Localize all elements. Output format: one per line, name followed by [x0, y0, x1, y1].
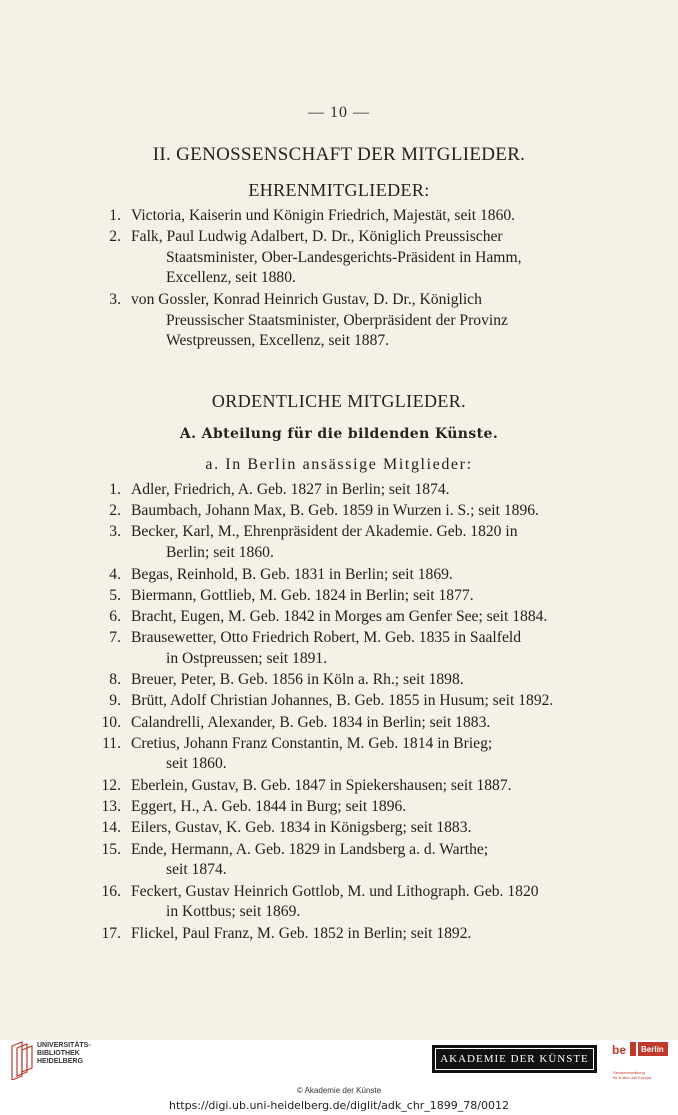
entry-number: 2.: [109, 502, 121, 520]
footer: [0, 1040, 678, 1115]
division-heading: A. Abteilung für die bildenden Künste.: [179, 426, 499, 442]
entry-text: [131, 670, 579, 691]
entry-text: [131, 797, 579, 818]
entry-line: Preussischer Staatsminister, Oberpräsident der Provinz: [166, 311, 508, 329]
entry-number: 17.: [101, 924, 121, 942]
entry-number: 10.: [101, 713, 121, 731]
entry-line: Brütt, Adolf Christian Johannes, B. Geb. 1855 in Husum; seit 1892.: [131, 692, 554, 710]
entry-line: Eilers, Gustav, K. Geb. 1834 in Königsberg; seit 1883.: [131, 819, 472, 837]
svg-text:Berlin: Berlin: [641, 1045, 664, 1054]
entry-number: 5.: [109, 586, 121, 604]
entry-line: von Gossler, Konrad Heinrich Gustav, D. Dr., Königlich: [131, 291, 482, 308]
entry-number: 6.: [109, 607, 121, 625]
university-library-name: UNIVERSITÄTS- BIBLIOTHEK HEIDELBERG: [37, 1042, 91, 1065]
entry-line: Feckert, Gustav Heinrich Gottlob, M. und Lithograph. Geb. 1820: [131, 882, 539, 900]
entry-number: 4.: [109, 565, 121, 583]
entry-line: Flickel, Paul Franz, M. Geb. 1852 in Berlin; seit 1892.: [131, 924, 472, 942]
entry-line: Becker, Karl, M., Ehrenpräsident der Akademie. Geb. 1820 in: [131, 523, 518, 541]
entry-text: [131, 776, 579, 797]
entry-number: 1.: [109, 207, 121, 224]
copyright-text: © Akademie der Künste: [296, 1086, 382, 1095]
entry-line: in Kottbus; seit 1869.: [166, 903, 301, 921]
entry-line: Falk, Paul Ludwig Adalbert, D. Dr., Königlich Preussischer: [131, 228, 503, 245]
entry-line: Ende, Hermann, A. Geb. 1829 in Landsberg a. d. Warthe;: [131, 840, 489, 858]
entry-line: Brausewetter, Otto Friedrich Robert, M. Geb. 1835 in Saalfeld: [131, 629, 521, 647]
entry-text: [131, 734, 579, 775]
entry-number: 9.: [109, 692, 121, 710]
entry-text: [131, 480, 579, 501]
subgroup-heading: a. In Berlin ansässige Mitglieder:: [205, 456, 473, 473]
entry-number: 11.: [102, 734, 121, 752]
entry-line: Calandrelli, Alexander, B. Geb. 1834 in Berlin; seit 1883.: [131, 713, 491, 731]
entry-number: 2.: [109, 228, 121, 245]
entry-number: 3.: [109, 523, 121, 541]
entry-number: 16.: [101, 882, 121, 900]
entry-line: Berlin; seit 1860.: [166, 543, 274, 561]
akademie-logo: [432, 1045, 597, 1073]
entry-line: Biermann, Gottlieb, M. Geb. 1824 in Berlin; seit 1877.: [131, 586, 474, 604]
entry-number: 13.: [101, 798, 121, 816]
entry-text: [131, 840, 579, 881]
section-title: II. GENOSSENSCHAFT DER MITGLIEDER.: [152, 144, 526, 165]
entry-line: in Ostpreussen; seit 1891.: [166, 649, 328, 667]
entry-line: Baumbach, Johann Max, B. Geb. 1859 in Wurzen i. S.; seit 1896.: [131, 502, 539, 520]
entry-text: [131, 924, 579, 945]
page-number: — 10 —: [308, 104, 370, 121]
entry-text: [131, 565, 579, 586]
svg-text:be: be: [612, 1043, 627, 1057]
entry-line: Eggert, H., A. Geb. 1844 in Burg; seit 1896.: [131, 798, 407, 816]
ordinary-heading: ORDENTLICHE MITGLIEDER.: [211, 391, 467, 411]
honorary-heading: EHRENMITGLIEDER:: [248, 180, 430, 200]
akademie-label: AKADEMIE DER KÜNSTE: [435, 1048, 594, 1070]
entry-line: Victoria, Kaiserin und Königin Friedrich, Majestät, seit 1860.: [131, 207, 516, 224]
entry-text: [131, 206, 579, 227]
entry-text: [131, 227, 579, 289]
entry-line: Westpreussen, Excellenz, seit 1887.: [166, 332, 390, 349]
entry-line: Cretius, Johann Franz Constantin, M. Geb. 1814 in Brieg;: [131, 734, 493, 752]
entry-line: Excellenz, seit 1880.: [166, 269, 296, 286]
entry-text: [131, 607, 579, 628]
senate-department-label: Senatsverwaltung für Kultur und Europa: [613, 1070, 652, 1080]
entry-text: [131, 882, 579, 923]
entry-line: seit 1860.: [166, 755, 227, 773]
entry-text: [131, 691, 579, 712]
entry-text: [131, 628, 579, 669]
entry-text: [131, 818, 579, 839]
entry-number: 1.: [109, 481, 121, 498]
entry-number: 12.: [101, 776, 121, 794]
entry-line: Bracht, Eugen, M. Geb. 1842 in Morges am Genfer See; seit 1884.: [131, 607, 548, 625]
entry-number: 3.: [109, 291, 121, 308]
entry-line: Begas, Reinhold, B. Geb. 1831 in Berlin; seit 1869.: [131, 565, 453, 583]
entry-number: 7.: [109, 629, 121, 647]
entry-number: 15.: [101, 840, 121, 858]
entry-line: seit 1874.: [166, 861, 227, 878]
entry-text: [131, 290, 579, 352]
entry-line: Staatsminister, Ober-Landesgerichts-Präsident in Hamm,: [166, 248, 522, 266]
entry-number: 8.: [109, 671, 121, 689]
entry-text: [131, 586, 579, 607]
entry-text: [131, 522, 579, 563]
entry-text: [131, 501, 579, 522]
entry-text: [131, 713, 579, 734]
entry-line: Eberlein, Gustav, B. Geb. 1847 in Spiekershausen; seit 1887.: [131, 776, 512, 794]
permalink-url[interactable]: https://digi.ub.uni-heidelberg.de/diglit/adk_chr_1899_78/0012: [168, 1099, 510, 1112]
entry-number: 14.: [101, 819, 121, 837]
entry-line: Adler, Friedrich, A. Geb. 1827 in Berlin; seit 1874.: [131, 481, 450, 498]
entry-line: Breuer, Peter, B. Geb. 1856 in Köln a. Rh.; seit 1898.: [131, 671, 464, 689]
